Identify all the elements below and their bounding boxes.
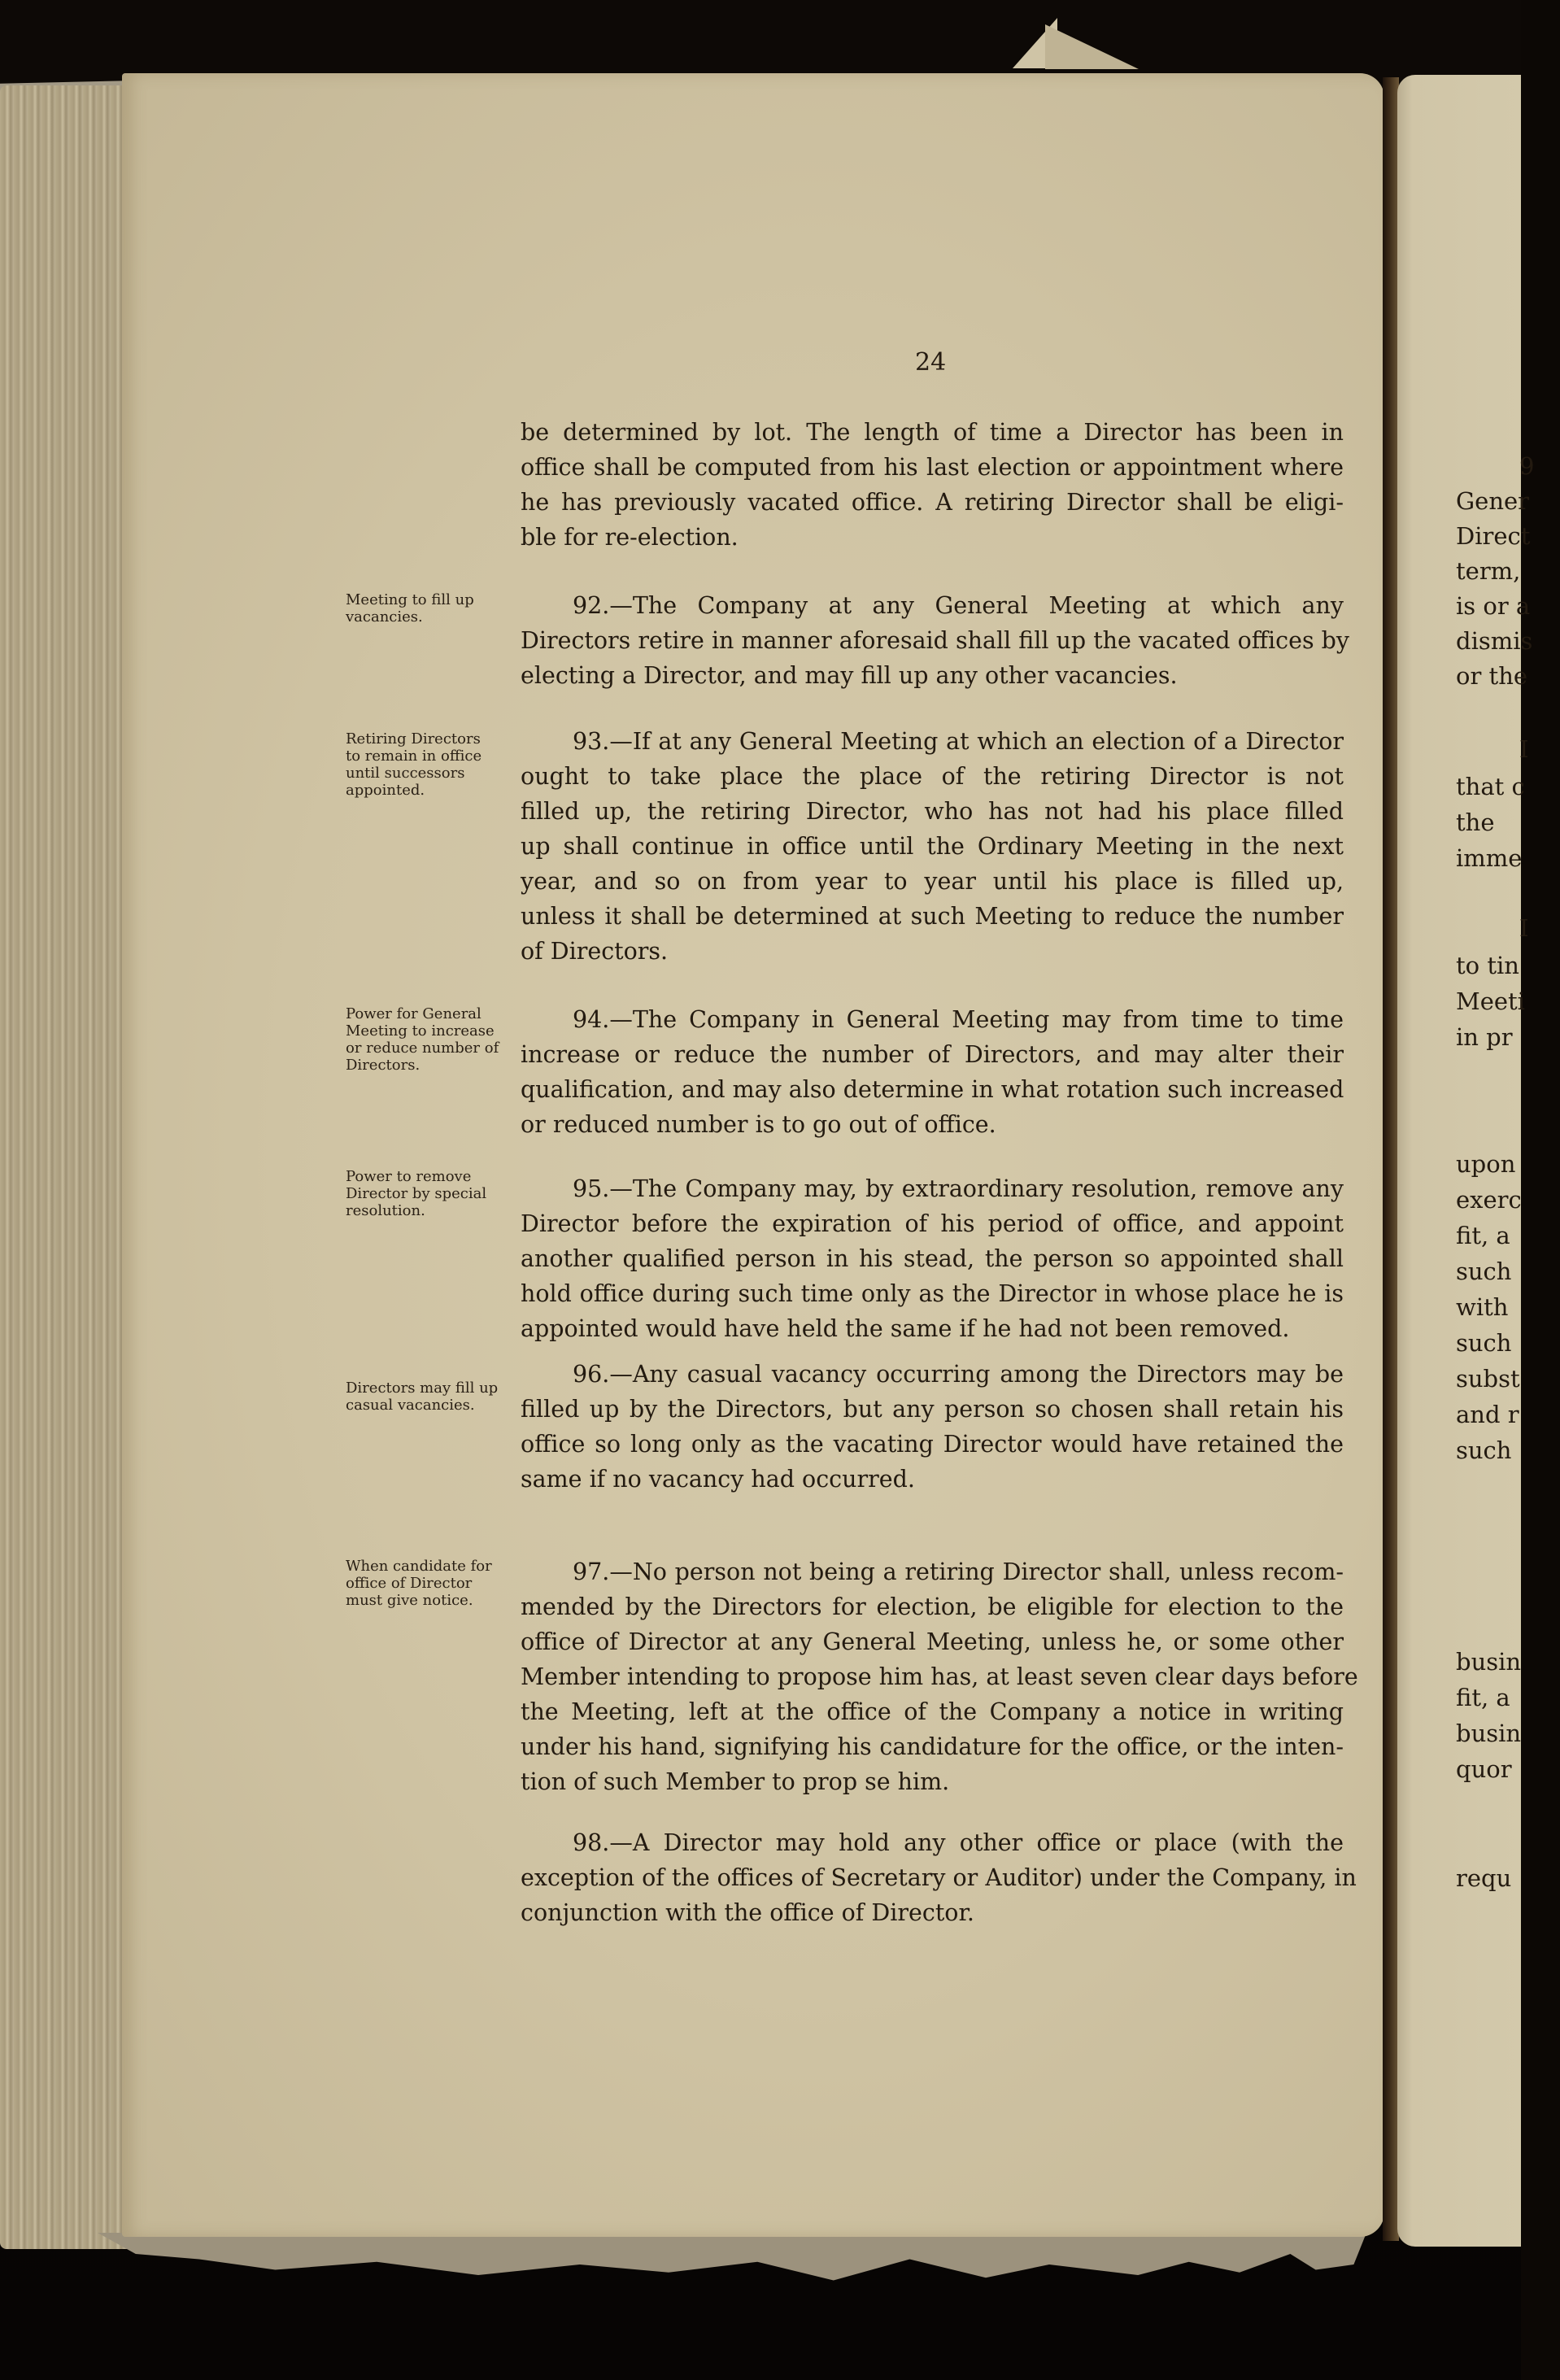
text-line: up shall continue in office until the Ordinary Meeting in the next bbox=[521, 833, 1344, 860]
text-line: 95.—The Company may, by extraordinary resolution, remove any bbox=[573, 1175, 1344, 1202]
margin-note-line: When candidate for bbox=[346, 1558, 492, 1575]
facing-page-fragment: 9 bbox=[1519, 452, 1535, 480]
facing-page-fragment: and r bbox=[1456, 1401, 1519, 1428]
facing-page-fragment: term, bbox=[1456, 557, 1521, 585]
margin-note bbox=[346, 1380, 512, 1414]
margin-note-line: must give notice. bbox=[346, 1592, 473, 1609]
clause-paragraph bbox=[521, 1357, 1344, 1497]
text-line: or reduced number is to go out of office. bbox=[521, 1111, 996, 1138]
facing-page-fragment: Meeti bbox=[1456, 987, 1525, 1015]
text-line: be determined by lot. The length of time a Director has been in bbox=[521, 419, 1344, 446]
facing-page-fragment: in pr bbox=[1456, 1023, 1513, 1051]
clause-paragraph bbox=[521, 724, 1344, 969]
clause-paragraph bbox=[521, 1554, 1358, 1799]
margin-note-line: vacancies. bbox=[346, 608, 423, 626]
facing-page-fragment: to tin bbox=[1456, 952, 1519, 979]
margin-note bbox=[346, 1558, 512, 1609]
text-line: he has previously vacated office. A retiring Director shall be eligi- bbox=[521, 489, 1344, 516]
facing-page-fragment: I bbox=[1519, 914, 1529, 942]
text-line: filled up by the Directors, but any person so chosen shall retain his bbox=[521, 1396, 1344, 1423]
facing-page-fragment: subst bbox=[1456, 1365, 1520, 1393]
margin-note-line: until successors bbox=[346, 765, 465, 782]
text-line: 93.—If at any General Meeting at which an election of a Director bbox=[573, 728, 1344, 755]
facing-page-fragment: such bbox=[1456, 1258, 1512, 1285]
margin-note-line: office of Director bbox=[346, 1575, 473, 1592]
text-line: Directors retire in manner aforesaid shall fill up the vacated offices by bbox=[521, 627, 1349, 654]
facing-page-fragment: the bbox=[1456, 809, 1495, 836]
margin-note bbox=[346, 591, 512, 626]
text-line: 94.—The Company in General Meeting may from time to time bbox=[573, 1006, 1344, 1033]
text-line: 96.—Any casual vacancy occurring among the Directors may be bbox=[573, 1361, 1344, 1388]
continuation-paragraph bbox=[521, 415, 1344, 555]
text-line: electing a Director, and may fill up any other vacancies. bbox=[521, 662, 1178, 689]
text-line: conjunction with the office of Director. bbox=[521, 1899, 974, 1926]
text-line: office of Director at any General Meeting, unless he, or some other bbox=[521, 1628, 1344, 1655]
clause-paragraph bbox=[521, 1825, 1357, 1930]
text-line: ought to take place the place of the retiring Director is not bbox=[521, 763, 1344, 790]
margin-note-line: Directors may fill up bbox=[346, 1380, 499, 1397]
text-line: of Directors. bbox=[521, 938, 669, 965]
text-line: filled up, the retiring Director, who has not had his place filled bbox=[521, 798, 1344, 825]
text-line: ble for re-election. bbox=[521, 524, 739, 551]
margin-note-line: Director by special bbox=[346, 1185, 487, 1202]
page-stack-edges bbox=[0, 85, 130, 2249]
facing-page-fragment: requ bbox=[1456, 1864, 1512, 1892]
margin-note-line: Power for General bbox=[346, 1005, 482, 1022]
text-line: increase or reduce the number of Directors, and may alter their bbox=[521, 1041, 1344, 1068]
facing-page-fragment: Direct bbox=[1456, 522, 1531, 550]
margin-note-line: Power to remove bbox=[346, 1168, 472, 1185]
margin-note-line: to remain in office bbox=[346, 748, 482, 765]
clause-paragraph bbox=[521, 1002, 1344, 1142]
text-line: exception of the offices of Secretary or Auditor) under the Company, in bbox=[521, 1864, 1357, 1891]
facing-page-fragment: such bbox=[1456, 1329, 1512, 1357]
text-line: Director before the expiration of his period of office, and appoint bbox=[521, 1210, 1344, 1237]
margin-note-line: Meeting to increase bbox=[346, 1022, 495, 1040]
text-line: 98.—A Director may hold any other office or place (with the bbox=[573, 1829, 1344, 1856]
margin-note-line: appointed. bbox=[346, 782, 425, 799]
facing-page-fragment: quor bbox=[1456, 1755, 1512, 1783]
margin-note bbox=[346, 1168, 512, 1219]
facing-page bbox=[1397, 75, 1535, 2247]
facing-page-fragment: with bbox=[1456, 1293, 1509, 1321]
facing-page-fragment: that c bbox=[1456, 773, 1525, 800]
text-line: office so long only as the vacating Director would have retained the bbox=[521, 1431, 1344, 1458]
margin-note-line: Meeting to fill up bbox=[346, 591, 474, 608]
text-line: unless it shall be determined at such Meeting to reduce the number bbox=[521, 903, 1344, 930]
facing-page-fragment: fit, a bbox=[1456, 1684, 1510, 1711]
margin-note bbox=[346, 1005, 512, 1074]
page-number: 24 bbox=[915, 348, 947, 377]
facing-page-fragment: I bbox=[1519, 735, 1529, 763]
text-line: under his hand, signifying his candidature for the office, or the inten- bbox=[521, 1733, 1344, 1760]
text-line: office shall be computed from his last election or appointment where bbox=[521, 454, 1344, 481]
facing-page-fragment: busin bbox=[1456, 1648, 1522, 1676]
text-line: 97.—No person not being a retiring Director shall, unless recom- bbox=[573, 1558, 1344, 1585]
text-line: hold office during such time only as the Director in whose place he is bbox=[521, 1280, 1344, 1307]
text-line: year, and so on from year to year until his place is filled up, bbox=[521, 868, 1344, 895]
facing-page-fragment: busin bbox=[1456, 1720, 1522, 1747]
facing-page-fragment: or the bbox=[1456, 662, 1528, 690]
margin-note-line: or reduce number of bbox=[346, 1040, 499, 1057]
text-line: same if no vacancy had occurred. bbox=[521, 1466, 915, 1493]
text-line: another qualified person in his stead, the person so appointed shall bbox=[521, 1245, 1344, 1272]
margin-note-line: Directors. bbox=[346, 1057, 421, 1074]
margin-note bbox=[346, 730, 512, 799]
facing-page-fragment: fit, a bbox=[1456, 1222, 1510, 1249]
text-line: the Meeting, left at the office of the Company a notice in writing bbox=[521, 1698, 1344, 1725]
facing-page-fragment: is or a bbox=[1456, 592, 1531, 620]
margin-note-line: casual vacancies. bbox=[346, 1397, 475, 1414]
text-line: 92.—The Company at any General Meeting at which any bbox=[573, 592, 1344, 619]
book-gutter bbox=[1383, 77, 1399, 2241]
facing-page-fragment: upon bbox=[1456, 1150, 1516, 1178]
facing-page-fragment: dismis bbox=[1456, 627, 1533, 655]
text-line: qualification, and may also determine in what rotation such increased bbox=[521, 1076, 1344, 1103]
text-line: tion of such Member to prop se him. bbox=[521, 1768, 950, 1795]
facing-page-fragment: exerc bbox=[1456, 1186, 1522, 1214]
margin-note-line: Retiring Directors bbox=[346, 730, 481, 748]
margin-note-line: resolution. bbox=[346, 1202, 425, 1219]
text-line: mended by the Directors for election, be eligible for election to the bbox=[521, 1593, 1344, 1620]
facing-page-fragment: imme bbox=[1456, 844, 1523, 872]
facing-page-fragment: Gener bbox=[1456, 487, 1530, 515]
clause-paragraph bbox=[521, 588, 1349, 693]
text-line: appointed would have held the same if he had not been removed. bbox=[521, 1315, 1290, 1342]
torn-paper-flap bbox=[1045, 24, 1139, 69]
facing-page-fragment: such bbox=[1456, 1436, 1512, 1464]
clause-paragraph bbox=[521, 1171, 1344, 1346]
text-line: Member intending to propose him has, at least seven clear days before bbox=[521, 1663, 1358, 1690]
